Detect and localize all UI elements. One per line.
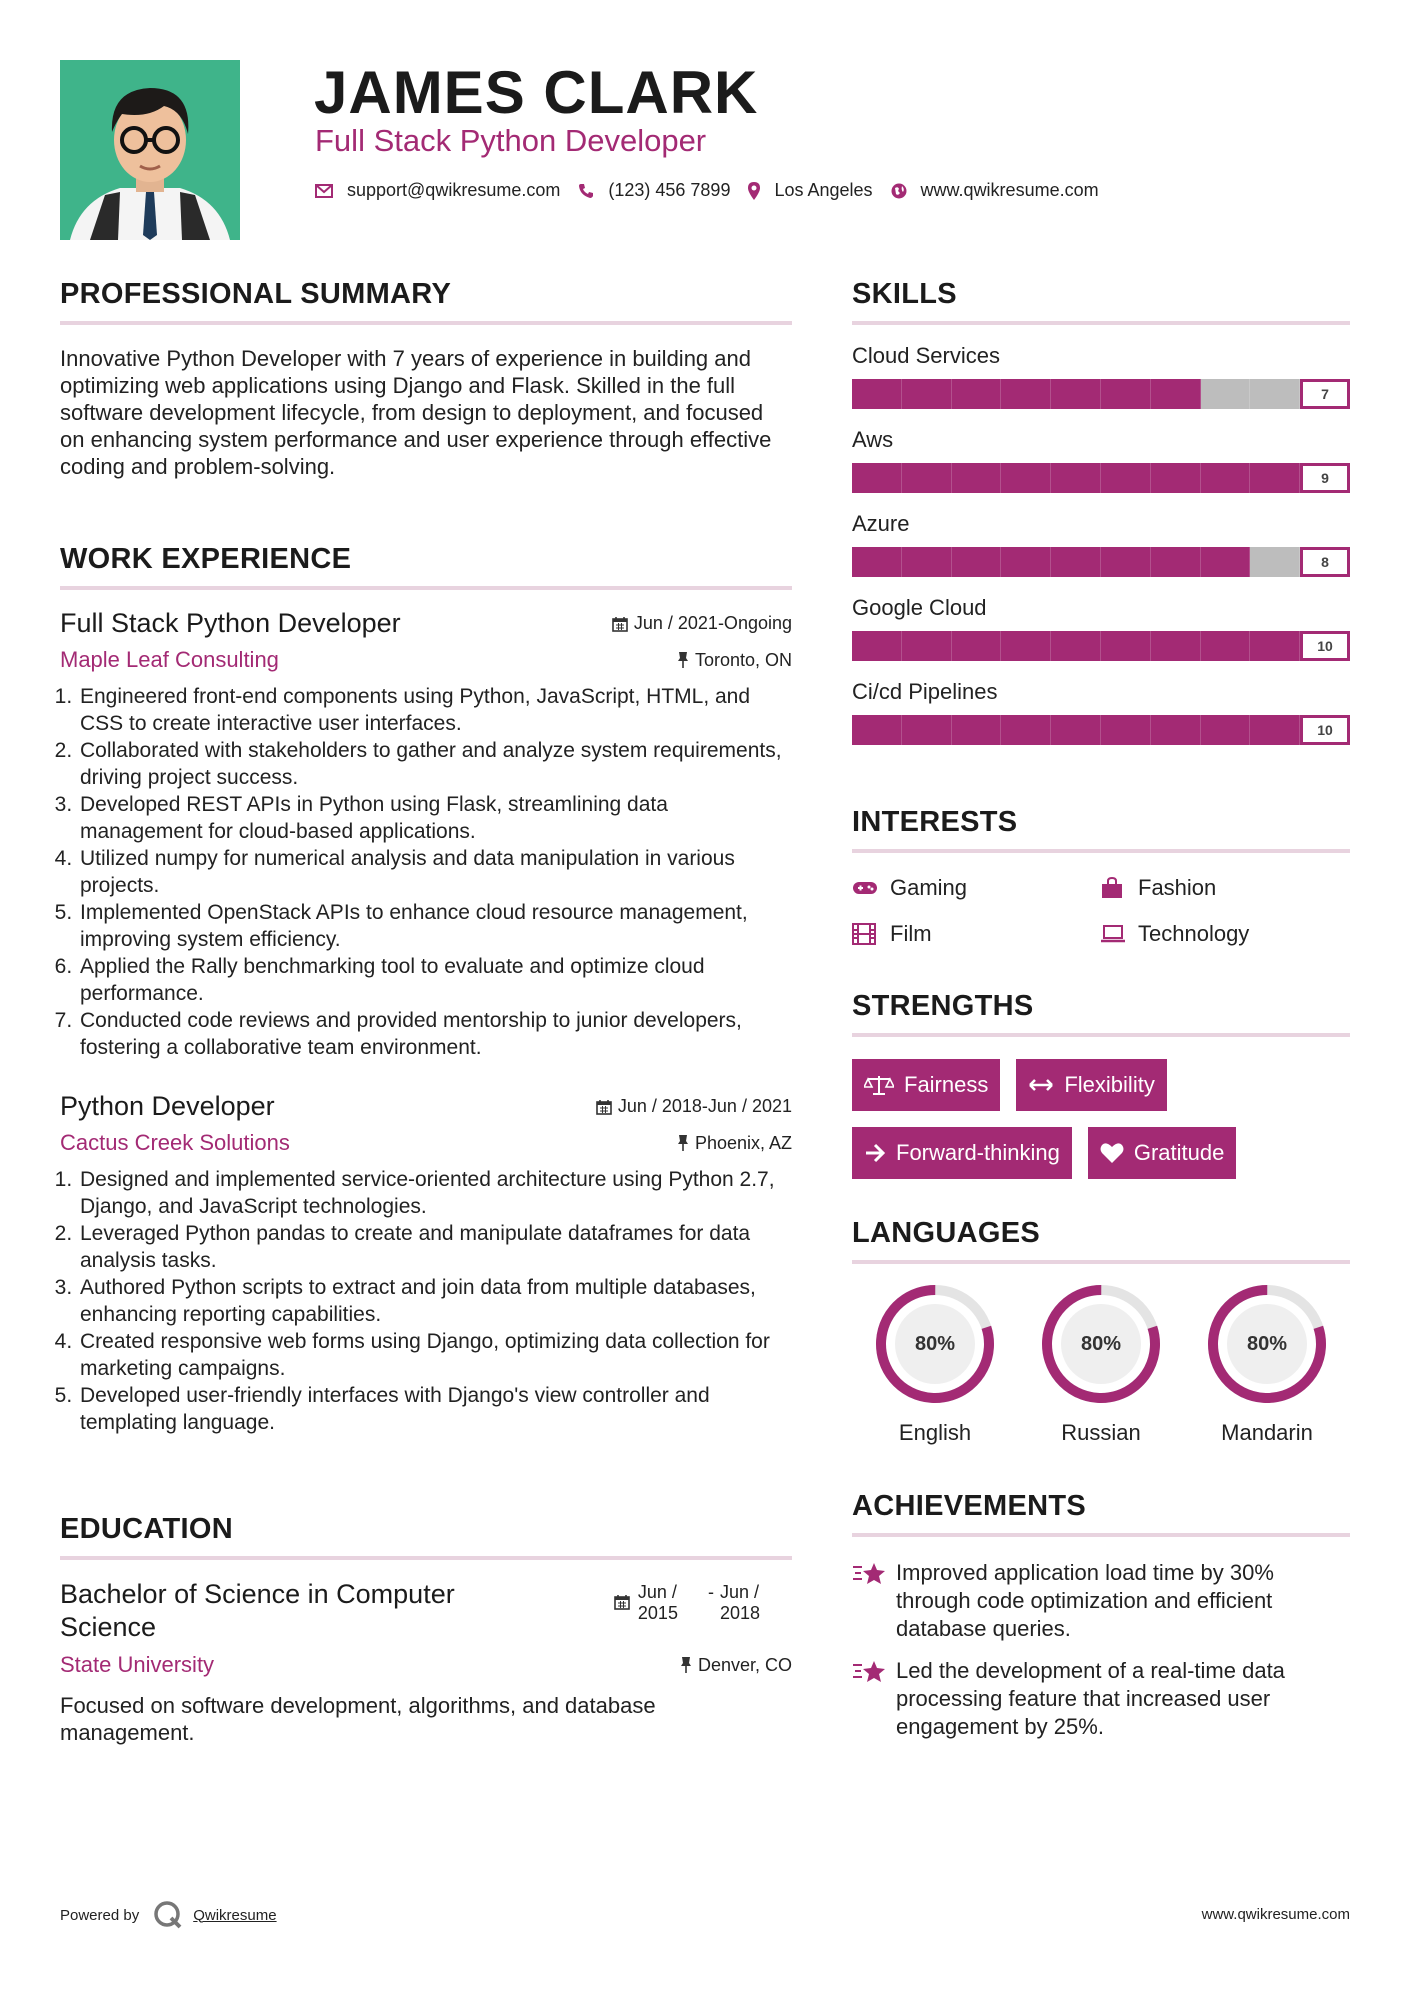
skill-bar-segment [852,547,902,577]
list-item: 6. Applied the Rally benchmarking tool to evaluate and optimize cloud performance. [78,953,792,1007]
achievements-section [852,1490,1350,1741]
section-title: PROFESSIONAL SUMMARY [60,278,452,310]
skill-bar-segment [1001,715,1051,745]
skill-bar-segment [1201,463,1251,493]
skill-bar-segment [852,379,902,409]
language-item [1184,1282,1350,1446]
skills-list [852,343,1350,745]
footer-brand-link[interactable]: Qwikresume [193,1906,277,1924]
skill-bar-segment [952,379,1002,409]
section-title: WORK EXPERIENCE [60,543,352,575]
section-divider [852,1533,1350,1537]
skill-name: Google Cloud [852,595,987,620]
skill-bar-segment [902,715,952,745]
pushpin-icon [680,1656,692,1674]
list-item: 1. Designed and implemented service-oriented architecture using Python 2.7, Django, and JavaScript technologies. [78,1166,792,1220]
skill-name: Aws [852,427,894,452]
skill-bar-segment [852,715,902,745]
skill-bar-segment [1101,631,1151,661]
shooting-star-icon [852,1657,896,1741]
laptop-icon [1100,924,1128,944]
skill-bar [852,631,1350,661]
skill-bar-segment [902,631,952,661]
language-percent: 80% [1246,1332,1288,1355]
job-date: Jun / 2021-Ongoing [612,613,792,634]
section-divider [852,321,1350,325]
languages-section [852,1217,1350,1446]
section-title: EDUCATION [60,1513,233,1545]
job-entry [60,608,792,1061]
section-divider [852,1033,1350,1037]
list-item: 4. Created responsive web forms using Django, optimizing data collection for marketing campaigns. [78,1328,792,1382]
list-item: 1. Engineered front-end components using Python, JavaScript, HTML, and CSS to create interactive user interfaces. [78,683,792,737]
skill-bar-segment [852,631,902,661]
section-title: LANGUAGES [852,1217,1040,1249]
section-title: SKILLS [852,278,957,310]
skill-bar-segment [902,463,952,493]
skill-level-badge: 9 [1300,463,1350,493]
section-divider [60,586,792,590]
skill-bar-segment [902,547,952,577]
language-percent: 80% [914,1332,956,1355]
film-icon [852,923,880,945]
section-title: ACHIEVEMENTS [852,1490,1087,1522]
skill-level-badge: 10 [1300,715,1350,745]
language-name: English [898,1420,972,1445]
arrows-horizontal-icon [1028,1078,1054,1092]
globe-icon [891,183,907,199]
strength-chip: Flexibility [1016,1059,1166,1111]
section-title: STRENGTHS [852,990,1034,1022]
candidate-name: JAMES CLARK [314,59,759,126]
school-name: State University [60,1652,215,1677]
list-item: 3. Authored Python scripts to extract and join data from multiple databases, enhancing reporting capabilities. [78,1274,792,1328]
job-bullets [60,683,792,1061]
skill-bar-segment [1001,631,1051,661]
skill-bar-segment [1201,547,1251,577]
skill-bar-segment [1201,715,1251,745]
skill-bar-segment [1051,379,1101,409]
language-progress-ring [1039,1282,1163,1406]
summary-section [60,278,792,480]
strength-chip: Gratitude [1088,1127,1237,1179]
bag-icon [1100,877,1128,899]
list-item: 3. Developed REST APIs in Python using Flask, streamlining data management for cloud-based applications. [78,791,792,845]
footer-powered-by: Powered by Qwikresume [60,1900,277,1930]
skill-bar-segment [1151,463,1201,493]
skill-bar-segment [1101,463,1151,493]
footer-website[interactable]: www.qwikresume.com [1201,1906,1350,1923]
skill-bar-segment [1250,547,1300,577]
skill-bar-segment [1051,547,1101,577]
skill-bar-segment [1001,463,1051,493]
skill-bar-segment [1051,463,1101,493]
skill-name: Cloud Services [852,343,1000,368]
job-bullets [60,1166,792,1436]
school-location: Denver, CO [680,1655,792,1676]
calendar-icon [614,1594,630,1610]
strength-chip: Forward-thinking [852,1127,1072,1179]
profile-photo [60,60,240,240]
job-date: Jun / 2018-Jun / 2021 [596,1096,792,1117]
section-divider [60,321,792,325]
language-item [1018,1282,1184,1446]
language-name: Russian [1061,1420,1141,1445]
skill-bar-segment [1250,463,1300,493]
arrow-right-icon [864,1143,886,1163]
skill-bar [852,379,1350,409]
skill-bar-segment [1101,379,1151,409]
skill-name: Ci/cd Pipelines [852,679,998,704]
interest-item: Fashion [1100,875,1350,901]
shooting-star-icon [852,1559,896,1643]
achievement-item: Improved application load time by 30% through code optimization and efficient database queries. [852,1559,1350,1643]
interests-section [852,806,1350,947]
list-item: 4. Utilized numpy for numerical analysis and data manipulation in various projects. [78,845,792,899]
language-item [852,1282,1018,1446]
skill-bar-segment [1001,547,1051,577]
skill-bar-segment [1051,631,1101,661]
calendar-icon [612,616,628,632]
skill-bar-segment [1250,379,1300,409]
contact-location: Los Angeles [774,180,873,200]
skill-bar-segment [952,631,1002,661]
language-percent: 80% [1080,1332,1122,1355]
language-progress-ring [1205,1282,1329,1406]
strength-chip: Fairness [852,1059,1000,1111]
section-divider [852,1260,1350,1264]
skill-level-badge: 10 [1300,631,1350,661]
map-pin-icon [748,182,760,200]
envelope-icon [315,184,333,198]
section-title: INTERESTS [852,806,1018,838]
qwikresume-logo-icon [153,1900,183,1930]
skill-bar [852,463,1350,493]
list-item: 2. Collaborated with stakeholders to gather and analyze system requirements, driving project success. [78,737,792,791]
skill-bar-segment [1151,547,1201,577]
skill-bar-segment [902,379,952,409]
skill-bar-segment [1151,715,1201,745]
contact-bar [315,180,1117,201]
skill-bar-segment [952,715,1002,745]
summary-text: Innovative Python Developer with 7 years of experience in building and optimizing web applications using Django and Flask. Skilled in the full software development lifecycle, from design to deployment, and focused on enhancing system performance and user experience through effective coding and problem-solving. [60,346,772,479]
education-section [60,1513,792,1746]
gamepad-icon [852,880,880,896]
skill-bar-segment [952,463,1002,493]
skill-bar-segment [952,547,1002,577]
pushpin-icon [677,651,689,669]
job-title: Full Stack Python Developer [60,608,401,638]
company-name: Cactus Creek Solutions [60,1130,290,1155]
contact-website[interactable]: www.qwikresume.com [920,180,1099,200]
skill-bar-segment [1151,379,1201,409]
heart-icon [1100,1142,1124,1164]
skill-bar-segment [1001,379,1051,409]
degree-title: Bachelor of Science in Computer Science [60,1579,455,1642]
skill-bar-segment [1250,715,1300,745]
skill-bar-segment [1101,715,1151,745]
list-item: 5. Developed user-friendly interfaces with Django's view controller and templating language. [78,1382,792,1436]
skill-bar-segment [852,463,902,493]
job-location: Phoenix, AZ [677,1133,792,1154]
skill-name: Azure [852,511,910,536]
pushpin-icon [677,1134,689,1152]
education-dates: Jun / 2015 - Jun / 2018 [614,1582,760,1624]
scale-icon [864,1074,894,1096]
section-divider [60,1556,792,1560]
language-progress-ring [873,1282,997,1406]
achievement-item: Led the development of a real-time data processing feature that increased user engagement by 25%. [852,1657,1350,1741]
experience-section [60,543,792,1436]
job-location: Toronto, ON [677,650,792,671]
skill-bar-segment [1151,631,1201,661]
job-entry [60,1091,792,1436]
job-title: Python Developer [60,1091,275,1121]
list-item: 5. Implemented OpenStack APIs to enhance cloud resource management, improving system efficiency. [78,899,792,953]
company-name: Maple Leaf Consulting [60,647,279,672]
education-description: Focused on software development, algorithms, and database management. [60,1693,656,1745]
skill-level-badge: 8 [1300,547,1350,577]
skill-bar [852,715,1350,745]
phone-icon [578,183,594,199]
contact-email[interactable]: support@qwikresume.com [347,180,561,200]
skill-bar-segment [1201,631,1251,661]
languages-list [852,1282,1350,1446]
section-divider [852,849,1350,853]
contact-phone[interactable]: (123) 456 7899 [608,180,731,200]
skill-bar-segment [1051,715,1101,745]
strengths-section [852,990,1350,1179]
skill-bar-segment [1101,547,1151,577]
language-name: Mandarin [1221,1420,1313,1445]
candidate-title: Full Stack Python Developer [315,123,707,158]
skills-section [852,278,1350,745]
interest-item: Film [852,921,1100,947]
list-item: 2. Leveraged Python pandas to create and manipulate dataframes for data analysis tasks. [78,1220,792,1274]
calendar-icon [596,1099,612,1115]
skill-bar-segment [1250,631,1300,661]
skill-bar [852,547,1350,577]
interest-item: Technology [1100,921,1350,947]
skill-level-badge: 7 [1300,379,1350,409]
skill-bar-segment [1201,379,1251,409]
interest-item: Gaming [852,875,1100,901]
list-item: 7. Conducted code reviews and provided mentorship to junior developers, fostering a collaborative team environment. [78,1007,792,1061]
